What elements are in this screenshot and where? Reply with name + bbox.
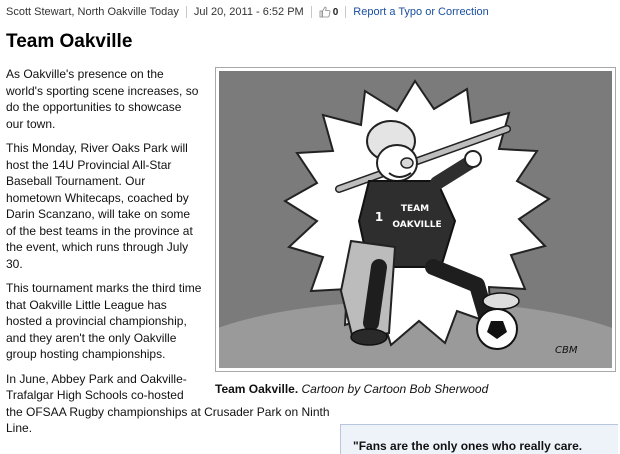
cartoon-figure xyxy=(215,67,616,372)
byline xyxy=(6,4,489,20)
jersey-number: 1 xyxy=(374,210,384,224)
article-paragraph: As Oakville's presence on the world's sporting scene increases, so do the opportunities to showcase our town. xyxy=(6,67,199,131)
pull-quote-text: "Fans are the only ones who really care. xyxy=(353,439,583,453)
cartoon-left-leg xyxy=(371,267,379,323)
publish-date: Jul 20, 2011 - 6:52 PM xyxy=(193,6,304,18)
like-count: 0 xyxy=(332,6,339,18)
report-typo-link[interactable]: Report a Typo or Correction xyxy=(353,6,489,18)
cartoon-nose xyxy=(401,158,413,168)
article-paragraph: This tournament marks the third time that Oakville Little League has hosted a provincial championship, and they aren't the only Oakville group hosting championships. xyxy=(6,281,202,361)
article-paragraph: In June, Abbey Park and Oakville-Trafalgar High Schools co-hosted xyxy=(6,371,187,402)
figure-caption xyxy=(215,382,488,396)
cartoon-illustration xyxy=(219,71,612,368)
jersey-text-team: TEAM xyxy=(400,204,430,214)
byline-divider xyxy=(345,6,346,18)
caption-credit: Cartoon by Cartoon Bob Sherwood xyxy=(301,382,489,396)
pull-quote-box xyxy=(340,424,618,454)
thumbs-up-icon[interactable] xyxy=(319,6,331,18)
cartoon-right-shoe xyxy=(483,293,519,309)
cartoon-glove xyxy=(465,151,481,167)
author-name: Scott Stewart, North Oakville Today xyxy=(6,6,179,18)
article-paragraph: the OFSAA Rugby championships at Crusader Park on Ninth Line. xyxy=(6,404,330,435)
jersey-text-oakville: OAKVILLE xyxy=(392,220,442,230)
caption-title: Team Oakville. xyxy=(215,382,299,396)
cartoon-left-shoe xyxy=(351,329,387,345)
article-title: Team Oakville xyxy=(6,31,133,52)
cartoon-image xyxy=(219,71,612,368)
article-paragraph: This Monday, River Oaks Park will host the 14U Provincial All-Star Baseball Tournament. Our hometown Whitecaps, coached by Darin Scanzano, will take on some of the best teams in the province at the event, which runs through July 30. xyxy=(6,141,193,271)
byline-divider xyxy=(186,6,187,18)
like-button[interactable] xyxy=(319,6,339,18)
byline-divider xyxy=(311,6,312,18)
artist-signature: CBM xyxy=(555,345,578,356)
